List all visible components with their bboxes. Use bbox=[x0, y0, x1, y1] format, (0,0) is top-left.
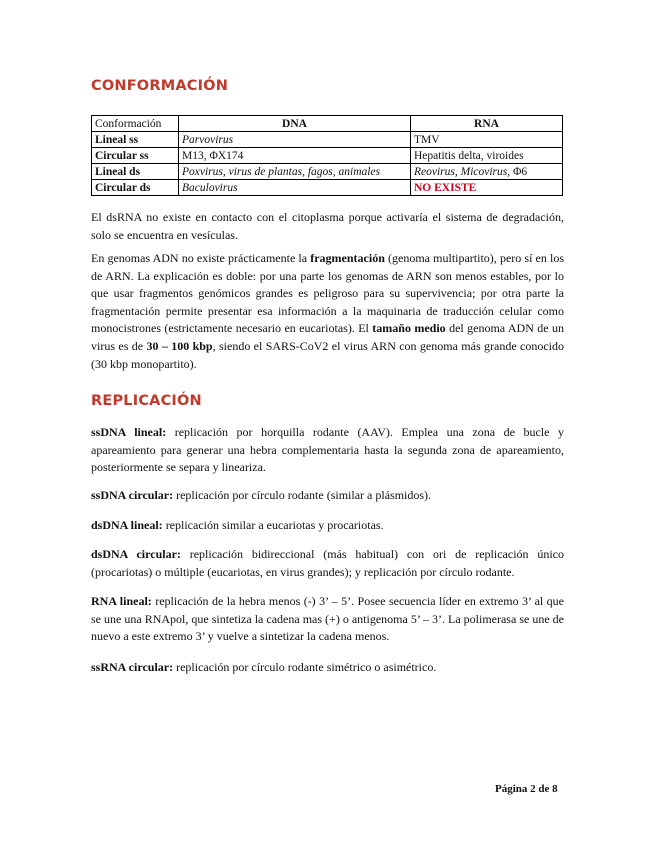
dna-cell: M13, ΦX174 bbox=[179, 148, 411, 164]
table-row bbox=[92, 164, 563, 180]
dna-cell: Baculovirus bbox=[179, 180, 411, 196]
row-label: Circular ds bbox=[92, 180, 179, 196]
paragraph-ssrna-circular bbox=[91, 659, 564, 677]
description: replicación por círculo rodante (similar a plásmidos). bbox=[173, 488, 432, 502]
page-current: 2 bbox=[530, 783, 536, 795]
page-total: 8 bbox=[552, 783, 558, 795]
table-row bbox=[92, 132, 563, 148]
term: ssDNA circular: bbox=[91, 488, 174, 502]
table-header-cell: RNA bbox=[411, 116, 563, 132]
description: replicación similar a eucariotas y procariotas. bbox=[162, 518, 384, 532]
page-number bbox=[495, 783, 558, 795]
description: replicación por círculo rodante simétrico o asimétrico. bbox=[173, 660, 437, 674]
description: replicación por horquilla rodante (AAV). Emplea una zona de bucle y apareamiento para generar una hebra complementaria hasta la segunda zona de apareamiento, posteriormente se separa y lineariza. bbox=[91, 425, 564, 475]
text-run: , siendo el SARS-CoV2 el virus ARN con genoma más grande conocido (30 kbp monopartito). bbox=[91, 338, 564, 371]
text-run: del genoma ADN de un virus es de bbox=[91, 321, 564, 353]
rna-cell-plain: Φ6 bbox=[510, 165, 528, 178]
bold-run: 30 – 100 kbp bbox=[146, 338, 213, 353]
row-label: Lineal ds bbox=[92, 164, 179, 180]
term: dsDNA circular: bbox=[91, 547, 181, 561]
rna-cell: Hepatitis delta, viroides bbox=[411, 148, 563, 164]
paragraph-dsdna-circular bbox=[91, 546, 564, 581]
conformation-table bbox=[91, 115, 563, 196]
section-heading-conformacion: CONFORMACIÓN bbox=[91, 78, 229, 94]
table-header-row bbox=[92, 116, 563, 132]
paragraph-dsdna-lineal bbox=[91, 517, 564, 535]
rna-cell-not-exists: NO EXISTE bbox=[411, 180, 563, 196]
term: ssRNA circular: bbox=[91, 660, 174, 674]
table-header-cell: Conformación bbox=[92, 116, 179, 132]
dna-cell bbox=[179, 164, 411, 180]
text-run: (genoma multipartito), pero sí en los de ARN. La explicación es doble: por una parte los genomas de ARN son menos estables, por lo que usar fragmentos genómicos grandes es peligroso para su supervivencia; por otra parte la fragmentación permite presentar esa información a la maquinaria de traducción celular como monocistrones (estrictamente necesario en eucariotas). El bbox=[91, 251, 565, 336]
rna-cell bbox=[411, 164, 563, 180]
text-run: En genomas ADN no existe prácticamente la bbox=[91, 251, 311, 265]
dna-cell-italic: Poxvirus, virus de plantas, fagos, animales bbox=[182, 165, 381, 178]
row-label: Lineal ss bbox=[92, 132, 179, 148]
rna-cell: TMV bbox=[411, 132, 563, 148]
term: dsDNA lineal: bbox=[91, 518, 163, 532]
paragraph-ssdna-circular bbox=[91, 487, 564, 505]
paragraph-ssdna-lineal bbox=[91, 424, 564, 477]
rna-cell-italic: Reovirus, Micovirus, bbox=[414, 165, 511, 178]
section-heading-replicacion: REPLICACIÓN bbox=[91, 393, 202, 409]
table-row bbox=[92, 180, 563, 196]
paragraph-rna-lineal bbox=[91, 593, 564, 646]
table-header-cell: DNA bbox=[179, 116, 411, 132]
bold-run: tamaño medio bbox=[372, 321, 446, 336]
table-row bbox=[92, 148, 563, 164]
term: RNA lineal: bbox=[91, 594, 152, 608]
bold-run: fragmentación bbox=[310, 251, 385, 265]
term: ssDNA lineal: bbox=[91, 425, 167, 439]
row-label: Circular ss bbox=[92, 148, 179, 164]
paragraph-fragmentacion bbox=[91, 250, 564, 373]
dna-cell: Parvovirus bbox=[179, 132, 411, 148]
paragraph-dsrna: El dsRNA no existe en contacto con el citoplasma porque activaría el sistema de degradación, solo se encuentra en vesículas. bbox=[91, 210, 564, 242]
page-sep: de bbox=[538, 783, 550, 795]
description: replicación de la hebra menos (-) 3’ – 5’. Posee secuencia líder en extremo 3’ al que se une una RNApol, que sintetiza la cadena mas (+) o antigenoma 5’ – 3’. La polimerasa se une de nuevo a este extremo 3’ y vuelve a sintetizar la cadena menos. bbox=[91, 594, 564, 644]
description: replicación bidireccional (más habitual) con ori de replicación único (procariotas) o múltiple (eucariotas, en virus grandes); y replicación por círculo rodante. bbox=[91, 547, 564, 579]
page-label: Página bbox=[495, 783, 528, 795]
